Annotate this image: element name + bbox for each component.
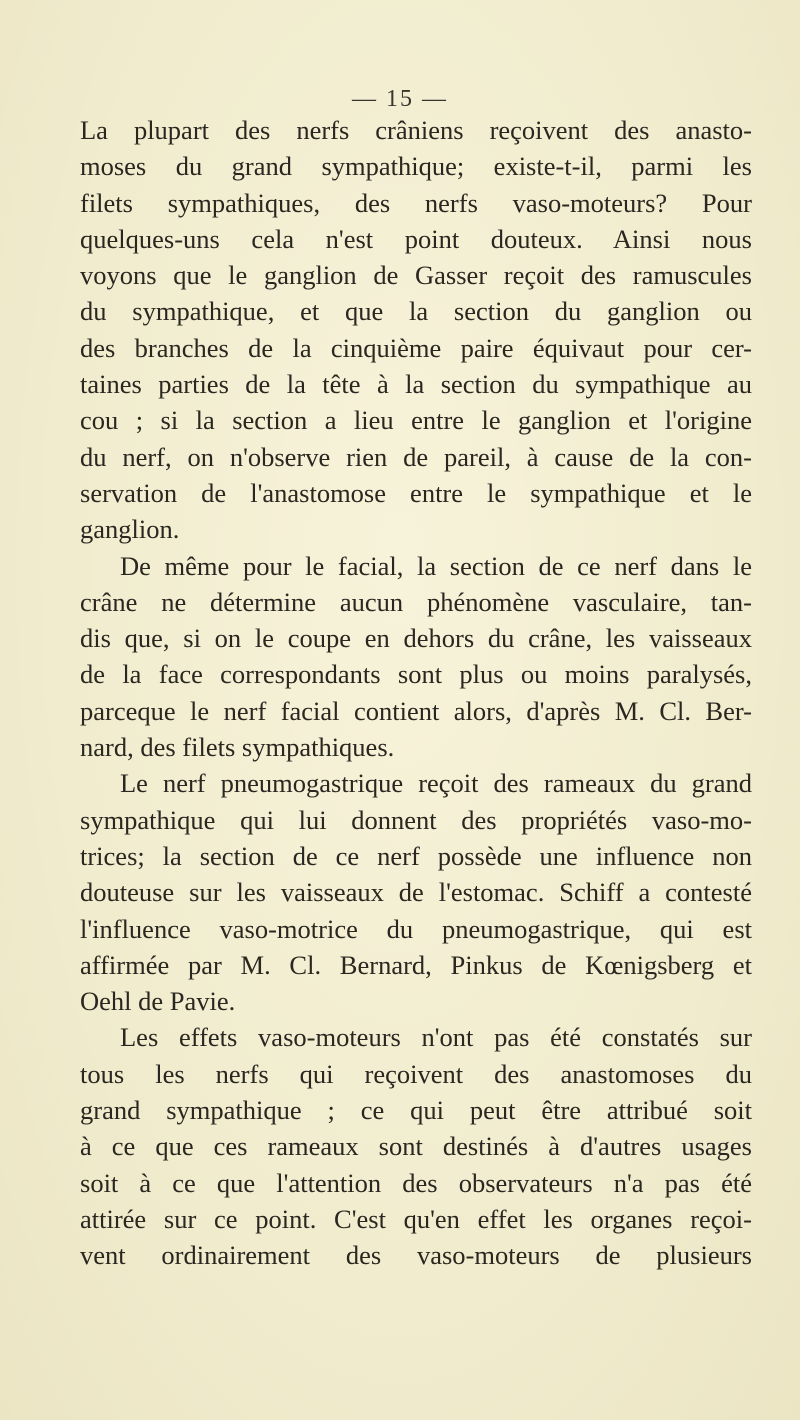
paragraph [80, 112, 752, 548]
text-line: dis que, si on le coupe en dehors du crâne, les vaisseaux [80, 623, 752, 654]
text-line: nard, des filets sympathiques. [80, 732, 395, 763]
text-line: du nerf, on n'observe rien de pareil, à cause de la con- [80, 441, 752, 472]
text-line: du sympathique, et que la section du ganglion ou [80, 296, 752, 327]
text-line: parceque le nerf facial contient alors, d'après M. Cl. Ber- [80, 695, 752, 726]
text-line: douteuse sur les vaisseaux de l'estomac. Schiff a contesté [80, 877, 752, 908]
paragraph [80, 548, 752, 766]
text-line: taines parties de la tête à la section du sympathique au [80, 369, 752, 400]
text-line: cou ; si la section a lieu entre le ganglion et l'origine [80, 405, 752, 436]
paragraph [80, 1019, 752, 1273]
text-line: crâne ne détermine aucun phénomène vasculaire, tan- [80, 586, 752, 617]
text-line: moses du grand sympathique; existe-t-il, parmi les [80, 151, 752, 182]
text-line: soit à ce que l'attention des observateurs n'a pas été [80, 1167, 752, 1198]
text-line: ganglion. [80, 514, 180, 545]
text-line: grand sympathique ; ce qui peut être attribué soit [80, 1095, 752, 1126]
text-line: Oehl de Pavie. [80, 986, 236, 1017]
text-line: De même pour le facial, la section de ce nerf dans le [120, 550, 752, 581]
text-line: filets sympathiques, des nerfs vaso-moteurs? Pour [80, 187, 752, 218]
text-line: affirmée par M. Cl. Bernard, Pinkus de Kœnigsberg et [80, 949, 752, 980]
text-line: de la face correspondants sont plus ou moins paralysés, [80, 659, 752, 690]
text-line: des branches de la cinquième paire équivaut pour cer- [80, 332, 752, 363]
text-line: attirée sur ce point. C'est qu'en effet les organes reçoi- [80, 1203, 752, 1234]
text-line: l'influence vaso-motrice du pneumogastrique, qui est [80, 913, 752, 944]
body-text [80, 112, 752, 1274]
text-line: à ce que ces rameaux sont destinés à d'autres usages [80, 1131, 752, 1162]
text-line: trices; la section de ce nerf possède une influence non [80, 840, 752, 871]
text-line: quelques-uns cela n'est point douteux. Ainsi nous [80, 223, 752, 254]
text-line: La plupart des nerfs crâniens reçoivent des anasto- [80, 115, 752, 145]
text-line: voyons que le ganglion de Gasser reçoit des ramuscules [80, 260, 752, 291]
text-line: servation de l'anastomose entre le sympathique et le [80, 477, 752, 508]
text-line: vent ordinairement des vaso-moteurs de plusieurs [80, 1240, 752, 1271]
text-line: Les effets vaso-moteurs n'ont pas été constatés sur [120, 1022, 752, 1053]
page-number: — 15 — [352, 86, 448, 112]
text-line: tous les nerfs qui reçoivent des anastomoses du [80, 1058, 752, 1089]
paragraph [80, 765, 752, 1019]
text-line: Le nerf pneumogastrique reçoit des rameaux du grand [120, 768, 752, 799]
text-line: sympathique qui lui donnent des propriétés vaso-mo- [80, 804, 752, 835]
